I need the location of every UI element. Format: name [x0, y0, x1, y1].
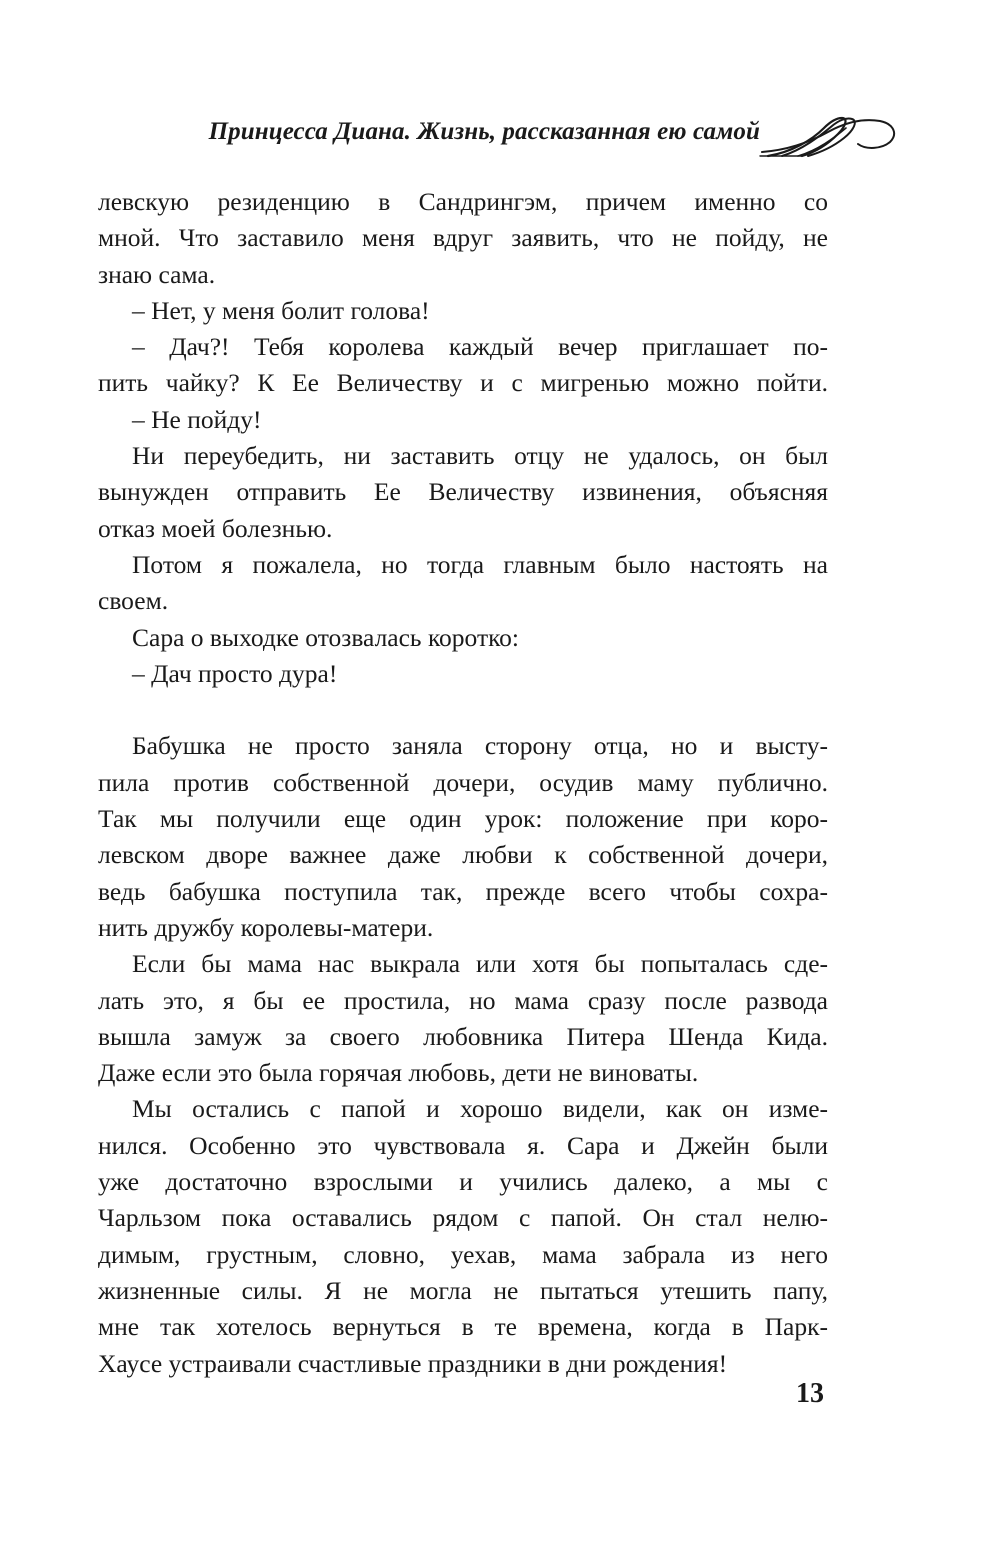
section-break — [98, 692, 828, 728]
dialogue-line: – Нет, у меня болит голова! — [132, 295, 430, 325]
text-line: ведь бабушка поступила так, прежде всего чтобы сохра- — [98, 876, 828, 906]
text-line: левском дворе важнее даже любви к собственной дочери, — [98, 840, 828, 870]
text-line: димым, грустным, словно, уехав, мама забрала из него — [98, 1239, 828, 1269]
text-line: отказ моей болезнью. — [98, 513, 333, 543]
text-line: вышла замуж за своего любовника Питера Шенда Кида. — [98, 1021, 828, 1051]
text-line: нить дружбу королевы-матери. — [98, 912, 434, 942]
text-line: вынужден отправить Ее Величеству извинения, объясняя — [98, 477, 828, 507]
text-line: знаю сама. — [98, 259, 216, 289]
dialogue-line: – Не пойду! — [132, 404, 262, 434]
text-line: Так мы получили еще один урок: положение при коро- — [98, 804, 828, 834]
text-line: пила против собственной дочери, осудив маму публично. — [98, 767, 828, 797]
text-line: Бабушка не просто заняла сторону отца, но и высту- — [132, 731, 828, 761]
text-line: левскую резиденцию в Сандрингэм, причем именно со — [98, 187, 828, 216]
text-line: уже достаточно взрослыми и учились далеко, а мы с — [98, 1167, 828, 1197]
text-line: мной. Что заставило меня вдруг заявить, что не пойду, не — [98, 223, 828, 253]
text-line: Хаусе устраивали счастливые праздники в дни рождения! — [98, 1348, 728, 1378]
text-line: Даже если это была горячая любовь, дети не виноваты. — [98, 1058, 699, 1088]
running-head — [98, 112, 900, 162]
body-text — [98, 184, 828, 1382]
text-line: нился. Особенно это чувствовала я. Сара и Джейн были — [98, 1130, 828, 1160]
page-number: 13 — [796, 1378, 824, 1409]
dialogue-line: – Дач?! Тебя королева каждый вечер приглашает по- — [132, 332, 828, 362]
text-line: своем. — [98, 586, 169, 616]
text-line: Чарльзом пока оставались рядом с папой. Он стал нелю- — [98, 1203, 828, 1233]
text-line: мне так хотелось вернуться в те времена, когда в Парк- — [98, 1312, 828, 1342]
text-line: пить чайку? К Ее Величеству и с мигренью можно пойти. — [98, 368, 828, 398]
text-line: Мы остались с папой и хорошо видели, как он изме- — [132, 1094, 828, 1124]
running-title: Принцесса Диана. Жизнь, рассказанная ею самой — [208, 118, 760, 145]
text-line: Потом я пожалела, но тогда главным было настоять на — [132, 549, 828, 579]
dialogue-line: – Дач просто дура! — [132, 658, 338, 688]
text-line: лать это, я бы ее простила, но мама сразу после развода — [98, 985, 828, 1015]
text-line: Если бы мама нас выкрала или хотя бы попыталась сде- — [132, 949, 828, 979]
text-line: Ни переубедить, ни заставить отцу не удалось, он был — [132, 441, 828, 471]
flourish-ornament-icon — [758, 112, 900, 160]
text-line: жизненные силы. Я не могла не пытаться утешить папу, — [98, 1275, 828, 1305]
text-line: Сара о выходке отозвалась коротко: — [132, 622, 520, 652]
